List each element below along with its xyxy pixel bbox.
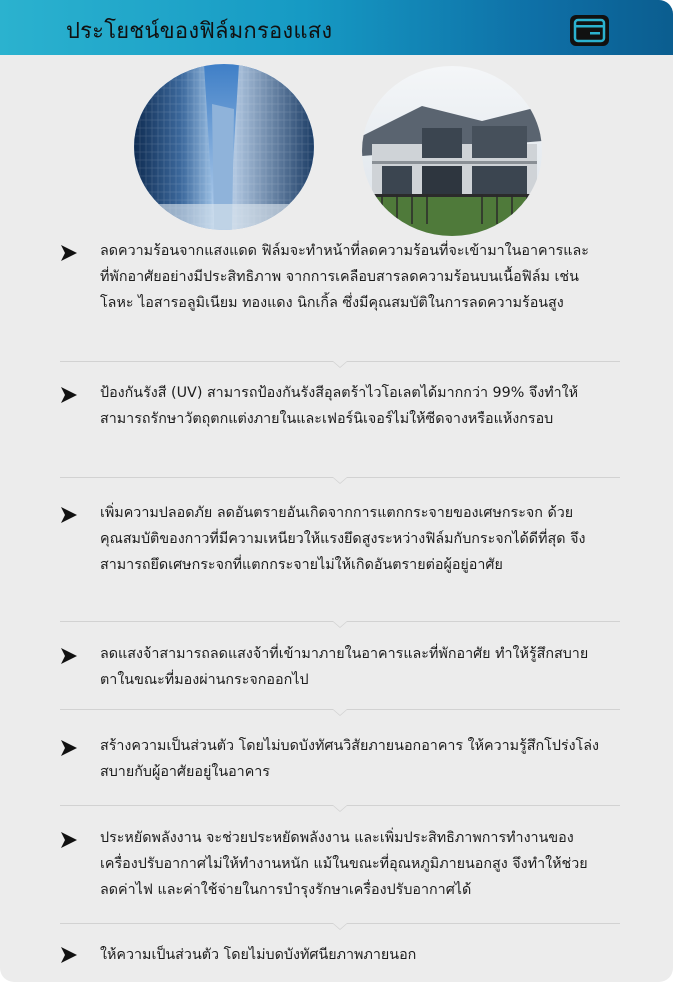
divider: [60, 477, 620, 478]
divider: [60, 923, 620, 924]
benefit-text: เพิ่มความปลอดภัย ลดอันตรายอันเกิดจากการแตกกระจายของเศษกระจก ด้วยคุณสมบัติของกาวที่มีความเหนียวให้แรงยึดสูงระหว่างฟิล์มกับกระจกได้ดีที่สุด จึงสามารถยึดเศษกระจกที่แตกกระจายไม่ให้เกิดอันตรายต่อผู้อยู่อาศัย: [100, 505, 586, 573]
benefit-text: ป้องกันรังสี (UV) สามารถป้องกันรังสีอุลตร้าไวโอเลตได้มากกว่า 99% จึงทำให้สามารถรักษาวัตถุตกแต่งภายในและเฟอร์นิเจอร์ไม่ให้ซีดจางหรือแห้งกรอบ: [100, 385, 579, 427]
benefit-text: สร้างความเป็นส่วนตัว โดยไม่บดบังทัศนวิสัยภายนอกอาคาร ให้ความรู้สึกโปร่งโล่งสบายกับผู้อาศัยอยู่ในอาคาร: [100, 738, 599, 780]
benefit-text: ลดความร้อนจากแสงแดด ฟิล์มจะทำหน้าที่ลดความร้อนที่จะเข้ามาในอาคารและที่พักอาศัยอย่างมีประสิทธิภาพ จากการเคลือบสารลดความร้อนบนเนื้อฟิล์ม เช่น โลหะ ไอสารอลูมิเนียม ทองแดง นิกเกิ้ล ซึ่งมีคุณสมบัติในการลดความร้อนสูง: [100, 243, 589, 311]
skyscraper-photo: [134, 64, 314, 230]
header-bar: [0, 0, 673, 55]
arrow-bullet-icon: [60, 243, 78, 263]
benefit-text: ให้ความเป็นส่วนตัว โดยไม่บดบังทัศนียภาพภายนอก: [100, 947, 417, 963]
arrow-bullet-icon: [60, 945, 78, 965]
benefit-text: ประหยัดพลังงาน จะช่วยประหยัดพลังงาน และเพิ่มประสิทธิภาพการทำงานของเครื่องปรับอากาศไม่ให้ทำงานหนัก แม้ในขณะที่อุณหภูมิภายนอกสูง จึงทำให้ช่วยลดค่าไฟ และค่าใช้จ่ายในการบำรุงรักษาเครื่องปรับอากาศได้: [100, 830, 588, 898]
house-photo: [362, 66, 542, 236]
arrow-bullet-icon: [60, 505, 78, 525]
arrow-bullet-icon: [60, 738, 78, 758]
arrow-bullet-icon: [60, 646, 78, 666]
benefit-text: ลดแสงจ้าสามารถลดแสงจ้าที่เข้ามาภายในอาคารและที่พักอาศัย ทำให้รู้สึกสบายตาในขณะที่มองผ่านกระจกออกไป: [100, 646, 589, 688]
divider: [60, 709, 620, 710]
arrow-bullet-icon: [60, 830, 78, 850]
menu-card-icon[interactable]: [570, 15, 609, 46]
page-title: ประโยชน์ของฟิล์มกรองแสง: [66, 19, 333, 44]
arrow-bullet-icon: [60, 385, 78, 405]
divider: [60, 805, 620, 806]
divider: [60, 361, 620, 362]
divider: [60, 621, 620, 622]
